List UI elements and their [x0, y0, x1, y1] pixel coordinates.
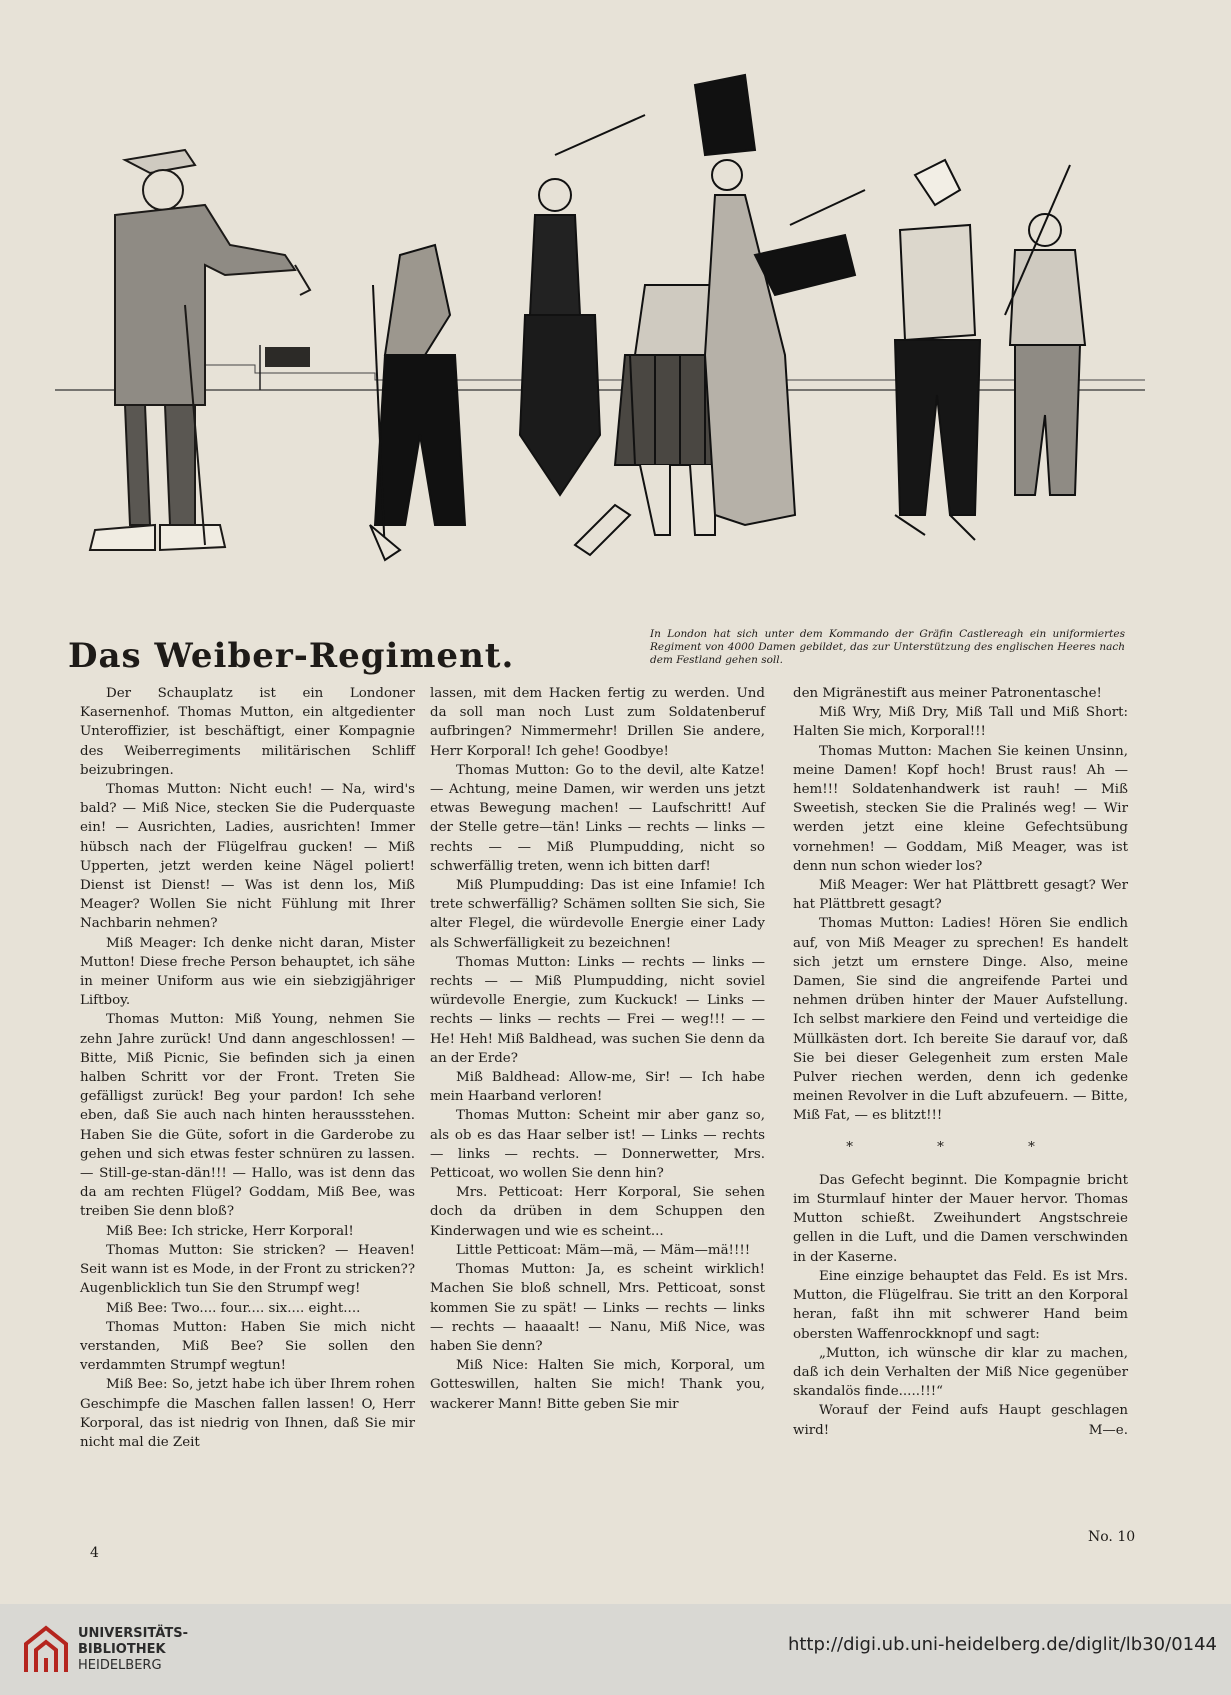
- illustration-caption: In London hat sich unter dem Kommando der Gräfin Castlereagh ein uniformiertes Regiment von 4000 Damen gebildet, das zur Unterstützung des englischen Heeres nach dem Festland gehen soll.: [650, 628, 1125, 666]
- paragraph: Thomas Mutton: Haben Sie mich nicht verstanden, Miß Bee? Sie sollen den verdammten Strumpf wegtun!: [80, 1319, 415, 1374]
- text-column-2: [430, 684, 765, 1414]
- section-divider: * * *: [846, 1139, 1075, 1155]
- paragraph: Thomas Mutton: Scheint mir aber ganz so, als ob es das Haar selber ist! — Links — rechts — links — rechts. — Donnerwetter, Mrs. Petticoat, wo wollen Sie denn hin?: [430, 1108, 765, 1182]
- paragraph: Thomas Mutton: Go to the devil, alte Katze! — Achtung, meine Damen, wir werden uns jetzt etwas Bewegung machen! — Laufschritt! Auf der Stelle getre—tän! Links — rechts — links — rechts — — Miß Plumpudding, nicht so schwerfällig treten, wenn ich bitten darf!: [430, 762, 765, 874]
- paragraph: Thomas Mutton: Ladies! Hören Sie endlich auf, von Miß Meager zu sprechen! Es handelt sich jetzt um ernstere Dinge. Also, meine Damen, Sie sind die angreifende Partei und nehmen drüben hinter der Mauer Aufstellung. Ich selbst markiere den Feind und verteidige die Müllkästen dort. Ich bereite Sie darauf vor, daß Sie bei dieser Gelegenheit zum ersten Male Pulver riechen werden, denn ich gedenke meinen Revolver in die Luft abzufeuern. — Bitte, Miß Fat, — es blitzt!!!: [793, 916, 1128, 1124]
- institution-name: [78, 1626, 188, 1674]
- permalink[interactable]: http://digi.ub.uni-heidelberg.de/diglit/lb30/0144: [787, 1634, 1217, 1655]
- text-column-3: [793, 684, 1128, 1440]
- paragraph: Thomas Mutton: Ja, es scheint wirklich! Machen Sie bloß schnell, Mrs. Petticoat, sonst kommen Sie zu spät! — Links — rechts — links — rechts — haaaalt! — Nanu, Miß Nice, was haben Sie denn?: [430, 1262, 765, 1354]
- author-signature: M—e.: [1088, 1422, 1128, 1438]
- paragraph: Miß Bee: Ich stricke, Herr Korporal!: [106, 1223, 354, 1239]
- paragraph: Eine einzige behauptet das Feld. Es ist Mrs. Mutton, die Flügelfrau. Sie tritt an den Korporal heran, faßt ihn mit schwerer Hand beim obersten Waffenrockknopf und sagt:: [793, 1268, 1128, 1342]
- paragraph: Miß Wry, Miß Dry, Miß Tall und Miß Short: Halten Sie mich, Korporal!!!: [793, 705, 1128, 740]
- paragraph: [793, 1401, 1128, 1439]
- paragraph: Miß Bee: Two.... four.... six.... eight....: [106, 1300, 361, 1316]
- paragraph: Miß Nice: Halten Sie mich, Korporal, um Gotteswillen, halten Sie mich! Thank you, wackerer Mann! Bitte geben Sie mir: [430, 1358, 765, 1412]
- paragraph: Der Schauplatz ist ein Londoner Kasernenhof. Thomas Mutton, ein altgedienter Unteroffizier, ist beschäftigt, einer Kompagnie des Weiberregiments militärischen Schliff beizubringen.: [80, 686, 415, 778]
- paragraph: lassen, mit dem Hacken fertig zu werden. Und da soll man noch Lust zum Soldatenberuf aufbringen? Nimmermehr! Drillen Sie andere, Herr Korporal! Ich gehe! Goodbye!: [430, 686, 765, 759]
- paragraph: Miß Meager: Wer hat Plättbrett gesagt? Wer hat Plättbrett gesagt?: [793, 878, 1128, 913]
- university-logo-icon: [22, 1624, 70, 1676]
- paragraph: Miß Plumpudding: Das ist eine Infamie! Ich trete schwerfällig? Schämen sollten Sie sich, Sie alter Flegel, die würdevolle Energie einer Lady als Schwerfälligkeit zu bezeichnen!: [430, 878, 765, 951]
- paragraph: Miß Bee: So, jetzt habe ich über Ihrem rohen Geschimpfe die Maschen fallen lassen! O, Herr Korporal, das ist niedrig von Ihnen, daß Sie mir nicht mal die Zeit: [80, 1377, 415, 1450]
- paragraph: Thomas Mutton: Sie stricken? — Heaven! Seit wann ist es Mode, in der Front zu stricken?? Augenblicklich tun Sie den Strumpf weg!: [80, 1242, 415, 1297]
- institution-line: BIBLIOTHEK: [78, 1642, 166, 1657]
- text-column-1: [80, 684, 415, 1452]
- paragraph: Thomas Mutton: Nicht euch! — Na, wird's bald? — Miß Nice, stecken Sie die Puderquaste ein! — Ausrichten, Ladies, ausrichten! Immer hübsch nach der Flügelfrau gucken! — Miß Upperten, jetzt werden keine Nägel poliert! Dienst ist Dienst! — Was ist denn los, Miß Meager? Wollen Sie nicht Fühlung mit Ihrer Nachbarin nehmen?: [80, 782, 415, 932]
- paragraph: Mrs. Petticoat: Herr Korporal, Sie sehen doch da drüben in dem Schuppen den Kinderwagen und wie es scheint...: [430, 1185, 765, 1239]
- paragraph: Thomas Mutton: Machen Sie keinen Unsinn, meine Damen! Kopf hoch! Brust raus! Ah — hem!!! Soldatenhandwerk ist rauh! — Miß Sweetish, stecken Sie die Pralinés weg! — Wir werden jetzt eine kleine Gefechtsübung vornehmen! — Goddam, Miß Meager, was ist denn nun schon wieder los?: [793, 743, 1128, 874]
- viewer-footer: [0, 1604, 1231, 1695]
- article-title: Das Weiber-Regiment.: [68, 636, 515, 676]
- institution-line: HEIDELBERG: [78, 1658, 162, 1673]
- paragraph: „Mutton, ich wünsche dir klar zu machen, daß ich dein Verhalten der Miß Nice gegenüber skandalös finde.....!!!“: [793, 1345, 1128, 1400]
- paragraph: den Migränestift aus meiner Patronentasche!: [793, 686, 1102, 701]
- paragraph: Miß Meager: Ich denke nicht daran, Mister Mutton! Diese freche Person behauptet, ich sähe in meiner Uniform aus wie ein siebzigjähriger Liftboy.: [80, 935, 415, 1009]
- paragraph: Miß Baldhead: Allow-me, Sir! — Ich habe mein Haarband verloren!: [430, 1070, 765, 1105]
- institution-line: UNIVERSITÄTS-: [78, 1626, 188, 1641]
- cartoon-illustration: [55, 55, 1145, 615]
- paragraph: Little Petticoat: Mäm—mä, — Mäm—mä!!!!: [456, 1242, 751, 1258]
- issue-number: No. 10: [1088, 1529, 1136, 1545]
- page-number: 4: [90, 1545, 99, 1561]
- closing-line: Worauf der Feind aufs Haupt geschlagen wird!: [793, 1403, 1128, 1438]
- paragraph: Das Gefecht beginnt. Die Kompagnie bricht im Sturmlauf hinter der Mauer hervor. Thomas Mutton schießt. Zweihundert Angstschreie gellen in die Luft, und die Damen verschwinden in der Kaserne.: [793, 1172, 1128, 1265]
- paragraph: Thomas Mutton: Miß Young, nehmen Sie zehn Jahre zurück! Und dann angeschlossen! — Bitte, Miß Picnic, Sie befinden sich ja einen halben Schritt vor der Front. Treten Sie gefälligst zurück! Beg your pardon! Ich sehe eben, daß Sie auch nach hinten heraussstehen. Haben Sie die Güte, sofort in die Garderobe zu gehen und sich etwas fester schnüren zu lassen. — Still-ge-stan-dän!!! — Hallo, was ist denn das da am rechten Flügel? Goddam, Miß Bee, was treiben Sie denn bloß?: [80, 1012, 415, 1220]
- paragraph: Thomas Mutton: Links — rechts — links — rechts — — Miß Plumpudding, nicht soviel würdevolle Energie, zum Kuckuck! — Links — rechts — links — rechts — Frei — weg!!! — — He! Heh! Miß Baldhead, was suchen Sie denn da an der Erde?: [430, 954, 765, 1066]
